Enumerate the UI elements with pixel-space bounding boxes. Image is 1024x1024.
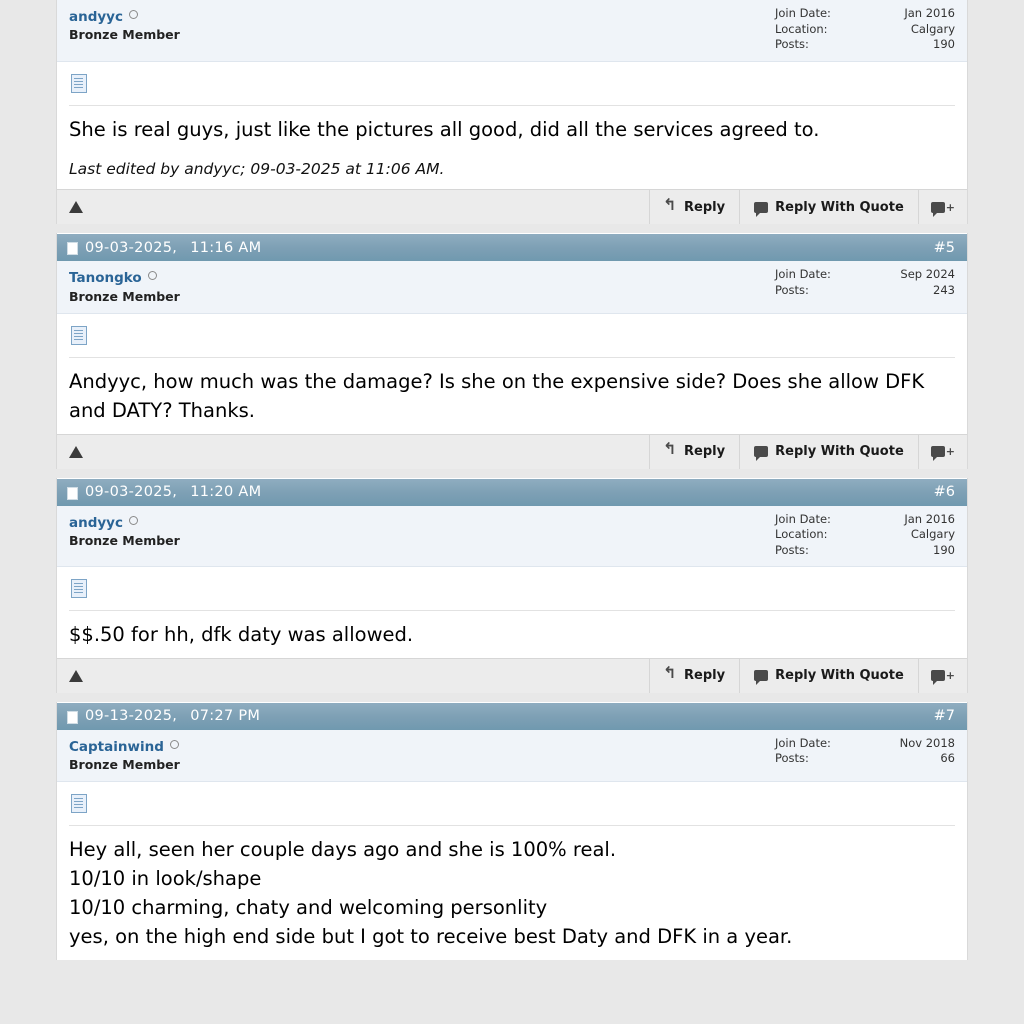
post-message-line: 10/10 in look/shape [69,867,262,891]
reply-button[interactable] [649,190,739,224]
post-body [57,314,967,434]
reply-with-quote-label: Reply With Quote [775,668,904,684]
multiquote-button[interactable] [918,435,967,469]
post-author-stats [775,736,955,767]
message-doc-icon [71,326,87,345]
post-header [57,702,967,730]
reply-button[interactable] [649,435,739,469]
post-body [57,62,967,190]
posts-column [56,0,968,960]
post-body [57,567,967,658]
post-header [57,478,967,506]
post-author-link[interactable]: Captainwind [69,738,164,755]
reply-with-quote-label: Reply With Quote [775,199,904,215]
reply-with-quote-button[interactable] [739,659,918,693]
post-gap [56,693,968,702]
online-status-icon [170,740,179,749]
post-author-link[interactable]: andyyc [69,514,123,531]
post-date: 09-13-2025, [85,708,178,725]
post-6 [56,478,968,693]
report-post-icon[interactable] [69,670,83,682]
message-doc-icon [71,579,87,598]
reply-arrow-icon [664,201,677,214]
message-icon-row [69,792,955,826]
post-author-title: Bronze Member [69,27,180,43]
post-message-line: Andyyc, how much was the damage? Is she on the expensive side? Does she allow DFK and DATY? Thanks. [69,369,925,422]
posts-label: Posts: [775,751,809,766]
reply-arrow-icon [664,669,677,682]
join-date-label: Join Date: [775,511,831,526]
online-status-icon [148,271,157,280]
post-message [69,621,955,650]
post-author-stats [775,267,955,298]
quote-bubble-icon [754,446,768,457]
post-time: 11:20 AM [190,484,262,501]
post-last-edited: Last edited by andyyc; 09-03-2025 at 11:06 AM. [69,160,445,179]
post-message-line: yes, on the high end side but I got to receive best Daty and DFK in a year. [69,924,793,948]
post-number[interactable]: #5 [933,239,955,256]
post-message-line: She is real guys, just like the pictures all good, did all the services agreed to. [69,117,820,141]
location-label: Location: [775,527,828,542]
post-user-strip [57,506,967,568]
reply-button-label: Reply [684,668,726,684]
join-date-value: Jan 2016 [904,6,955,20]
posts-value: 190 [933,542,955,557]
message-icon-row [69,72,955,106]
post-message-line: 10/10 charming, chaty and welcoming personlity [69,896,548,920]
post-marker-icon [67,487,78,500]
post-header [57,233,967,261]
post-time: 11:16 AM [190,239,262,256]
join-date-label: Join Date: [775,267,831,282]
post-marker-icon [67,711,78,724]
posts-value: 190 [933,37,955,52]
post-author-stats [775,512,955,559]
message-doc-icon [71,794,87,813]
post-actions [649,659,967,693]
posts-value: 243 [933,282,955,297]
post-marker-icon [67,242,78,255]
post-message [69,836,955,951]
location-value: Calgary [910,21,955,36]
posts-label: Posts: [775,282,809,297]
post-5 [56,233,968,468]
post-footer [57,434,967,469]
message-icon-row [69,324,955,358]
post-date: 09-03-2025, [85,484,178,501]
join-date-value: Sep 2024 [900,267,955,282]
reply-with-quote-button[interactable] [739,190,918,224]
post-author-link[interactable]: andyyc [69,9,123,25]
location-value: Calgary [910,527,955,542]
multiquote-button[interactable] [918,190,967,224]
posts-label: Posts: [775,37,809,52]
join-date-label: Join Date: [775,735,831,750]
quote-bubble-icon [754,202,768,213]
post-user-strip [57,730,967,782]
multiquote-button[interactable] [918,659,967,693]
message-doc-icon [71,74,87,93]
posts-label: Posts: [775,542,809,557]
post-author-title: Bronze Member [69,288,180,304]
join-date-value: Jan 2016 [904,511,955,526]
post-author-title: Bronze Member [69,757,180,773]
post-user-strip [57,261,967,313]
quote-bubble-icon [754,670,768,681]
post-message-line: Hey all, seen her couple days ago and she is 100% real. [69,838,617,862]
multiquote-icon: + [931,202,955,213]
post-footer [57,189,967,224]
post-user-strip [57,0,967,62]
post-gap [56,224,968,233]
reply-button-label: Reply [684,199,726,215]
post-number[interactable]: #7 [933,708,955,725]
report-post-icon[interactable] [69,201,83,213]
online-status-icon [129,10,138,19]
post-number[interactable]: #6 [933,484,955,501]
post-author-block [69,736,180,773]
post-author-title: Bronze Member [69,533,180,548]
join-date-label: Join Date: [775,6,831,20]
reply-with-quote-button[interactable] [739,435,918,469]
post-actions [649,190,967,224]
post-message-line: $$.50 for hh, dfk daty was allowed. [69,623,414,647]
post-date: 09-03-2025, [85,239,178,256]
posts-value: 66 [940,751,955,766]
join-date-value: Nov 2018 [899,735,955,750]
multiquote-icon: + [931,670,955,681]
post-gap [56,469,968,478]
online-status-icon [129,516,138,525]
post-message [69,116,955,182]
post-author-block [69,267,180,304]
post-author-stats [775,6,955,53]
post-author-block [69,6,180,43]
post-author-block [69,512,180,549]
reply-button-label: Reply [684,444,726,460]
multiquote-icon: + [931,446,955,457]
post-body [57,782,967,959]
post-7 [56,702,968,960]
reply-arrow-icon [664,445,677,458]
post-message [69,368,955,426]
post-time: 07:27 PM [190,708,261,725]
reply-button[interactable] [649,659,739,693]
message-icon-row [69,577,955,611]
report-post-icon[interactable] [69,446,83,458]
post-4 [56,0,968,224]
reply-with-quote-label: Reply With Quote [775,444,904,460]
location-label: Location: [775,21,828,36]
post-author-link[interactable]: Tanongko [69,270,142,287]
post-actions [649,435,967,469]
post-footer [57,658,967,693]
